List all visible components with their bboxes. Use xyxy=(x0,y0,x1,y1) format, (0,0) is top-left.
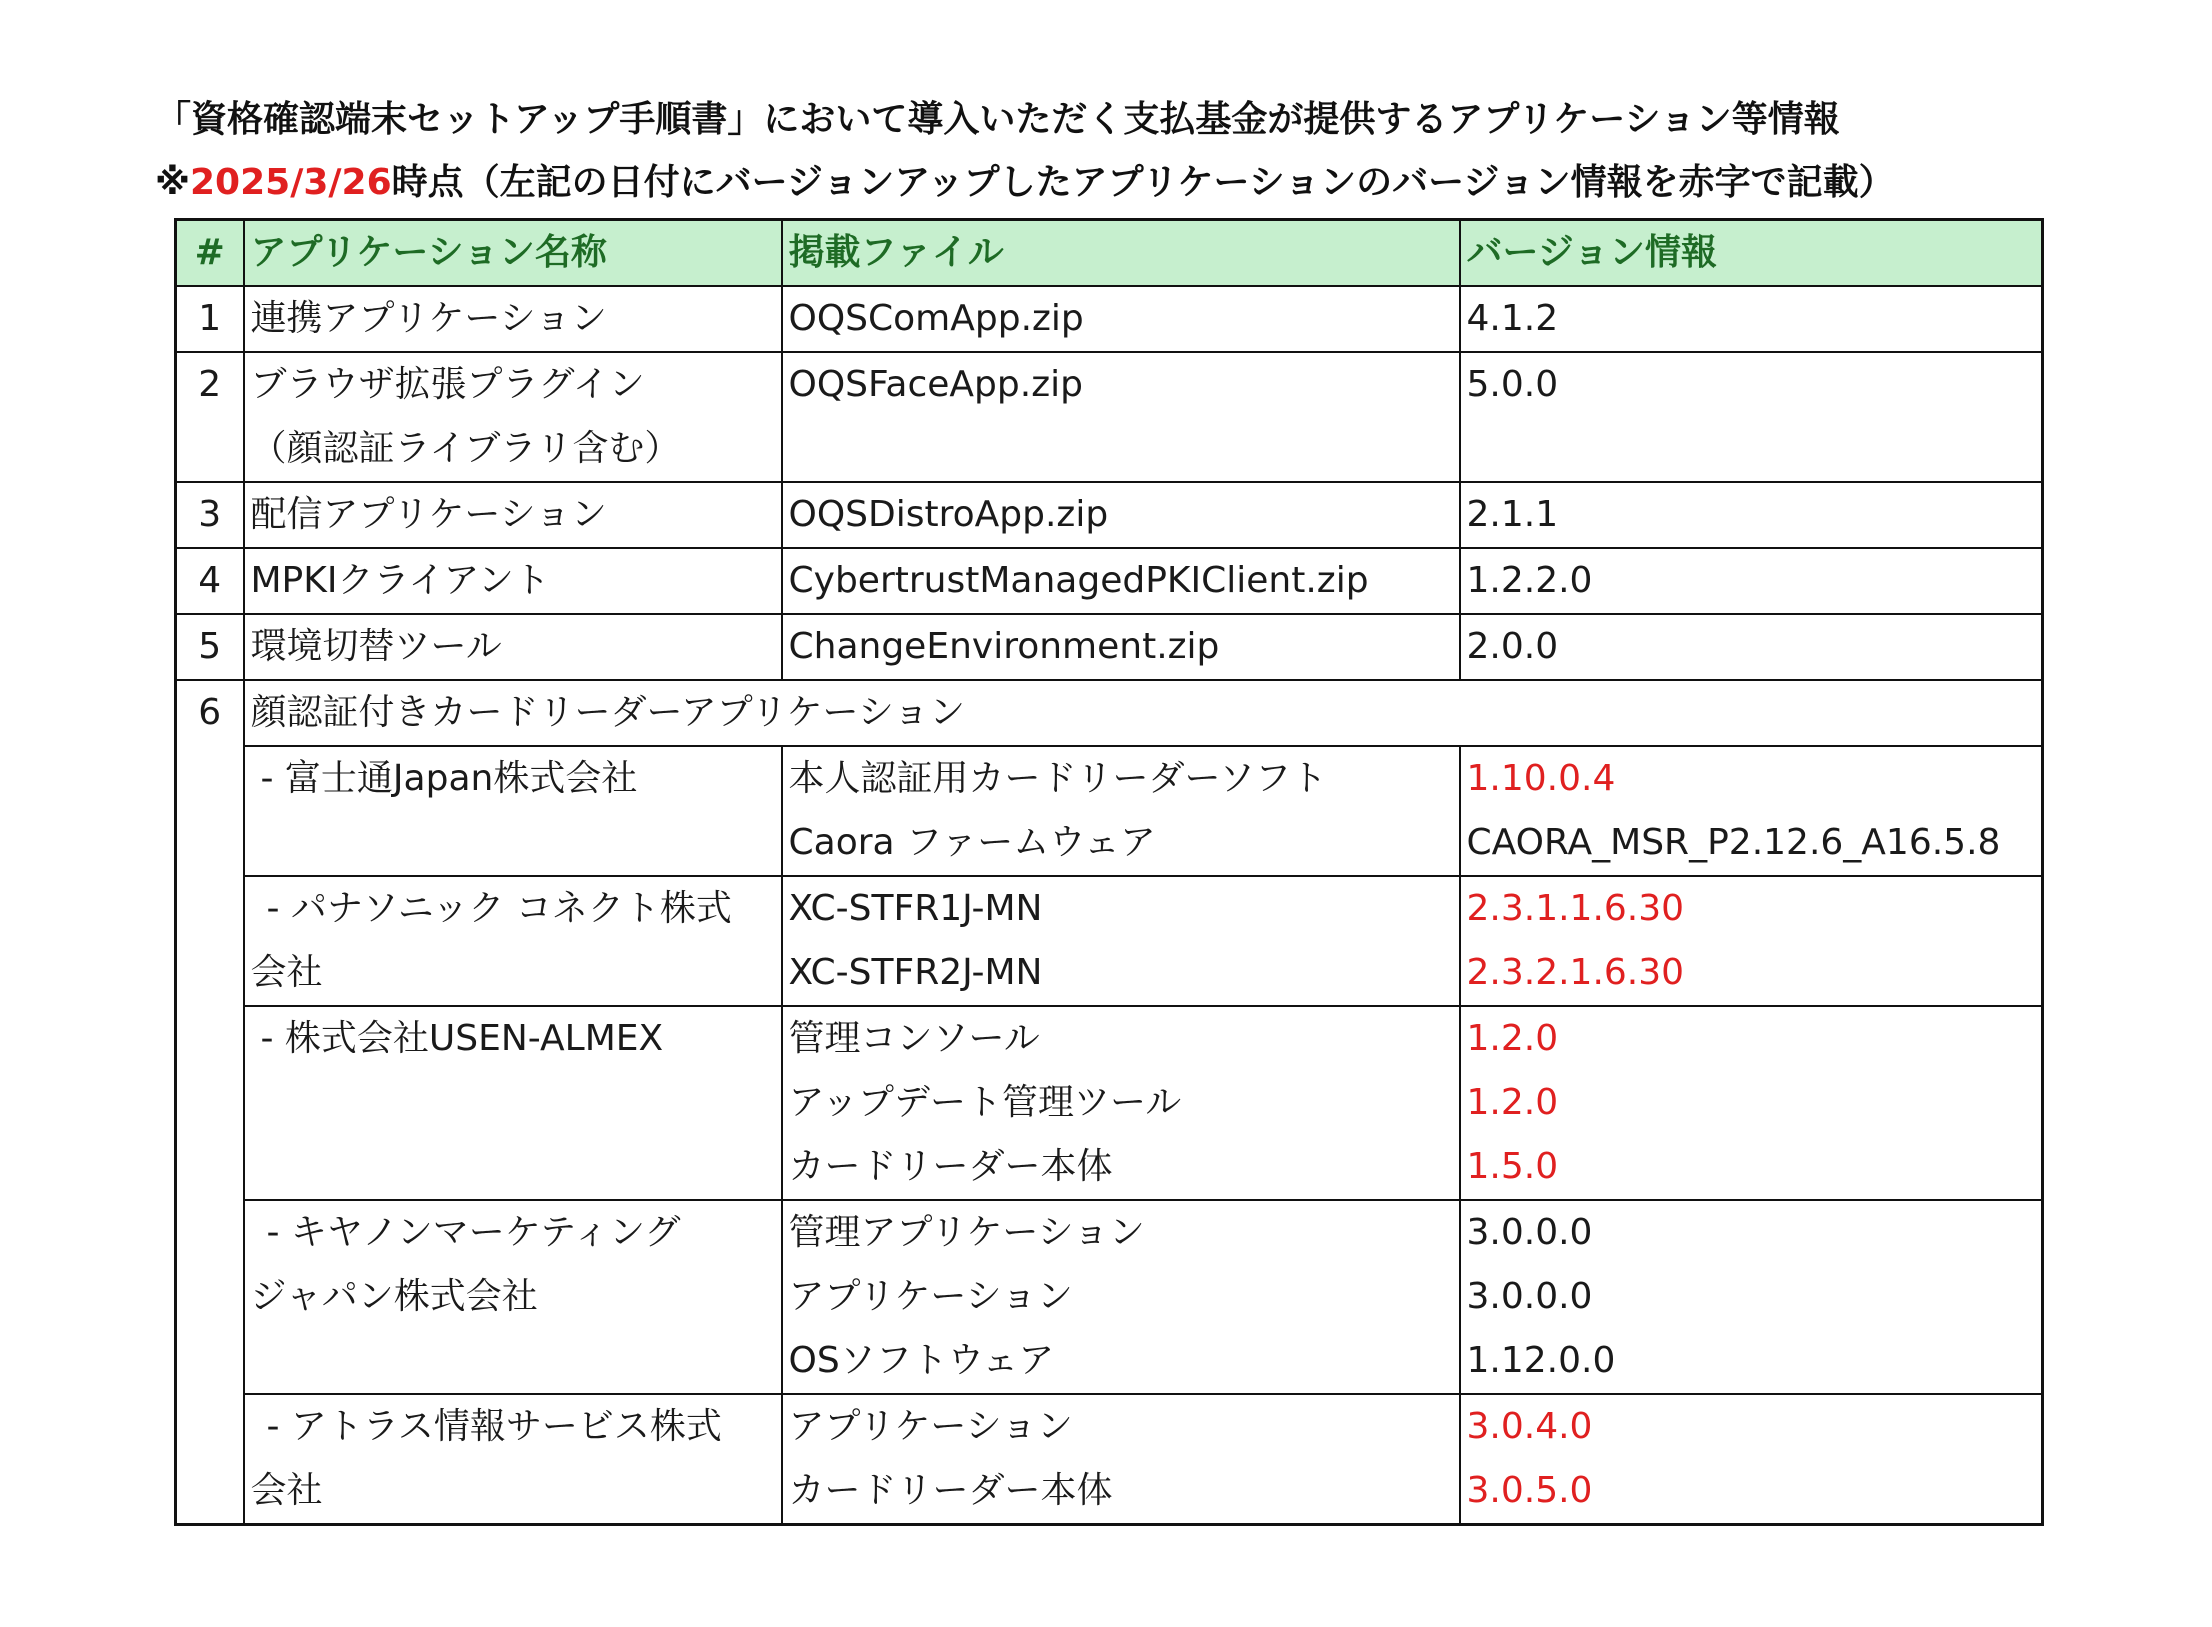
header-num: # xyxy=(176,220,244,287)
version: 1.2.2.0 xyxy=(1460,548,2043,614)
file-name: XC-STFR1J-MN xyxy=(788,888,1043,929)
version: 3.0.0.0 xyxy=(1466,1276,1593,1317)
file-name: 管理コンソール xyxy=(788,1018,1040,1059)
vendor-files xyxy=(782,1006,1460,1200)
file-name: OQSComApp.zip xyxy=(782,286,1460,352)
header-version: バージョン情報 xyxy=(1460,220,2043,287)
file-name: ChangeEnvironment.zip xyxy=(782,614,1460,680)
version-updated: 1.10.0.4 xyxy=(1466,758,1616,799)
file-name: カードリーダー本体 xyxy=(788,1146,1113,1187)
vendor-versions xyxy=(1460,746,2043,876)
file-name: 本人認証用カードリーダーソフト xyxy=(788,758,1328,799)
version-updated: 3.0.5.0 xyxy=(1466,1470,1593,1511)
subtitle-date: 2025/3/26 xyxy=(190,162,392,203)
app-name-line2: （顔認証ライブラリ含む） xyxy=(250,428,681,469)
subtitle-prefix: ※ xyxy=(155,162,190,203)
table-header-row xyxy=(176,220,2043,287)
row-num: 6 xyxy=(176,680,244,1525)
app-name: MPKIクライアント xyxy=(244,548,782,614)
vendor-name-line1: - パナソニック コネクト株式 xyxy=(266,888,732,929)
vendor-name xyxy=(244,1006,782,1200)
vendor-name xyxy=(244,876,782,1006)
header-file: 掲載ファイル xyxy=(782,220,1460,287)
version: 4.1.2 xyxy=(1460,286,2043,352)
file-name: Caora ファームウェア xyxy=(788,822,1156,863)
app-name: 配信アプリケーション xyxy=(244,482,782,548)
version-updated: 1.5.0 xyxy=(1466,1146,1559,1187)
file-name: アプリケーション xyxy=(788,1406,1073,1447)
file-name: OQSDistroApp.zip xyxy=(782,482,1460,548)
file-name: アプリケーション xyxy=(788,1276,1073,1317)
table-row xyxy=(176,680,2043,746)
vendor-name-line2: 会社 xyxy=(250,952,323,993)
vendor-row xyxy=(176,746,2043,876)
version-updated: 2.3.1.1.6.30 xyxy=(1466,888,1685,929)
vendor-versions xyxy=(1460,1006,2043,1200)
app-name: 連携アプリケーション xyxy=(244,286,782,352)
version-updated: 1.2.0 xyxy=(1466,1018,1559,1059)
table-row xyxy=(176,286,2043,352)
app-name: 顔認証付きカードリーダーアプリケーション xyxy=(244,680,2043,746)
app-name xyxy=(244,352,782,482)
table-row xyxy=(176,614,2043,680)
vendor-files xyxy=(782,1200,1460,1394)
vendor-versions xyxy=(1460,1200,2043,1394)
vendor-name xyxy=(244,1200,782,1394)
row-num: 5 xyxy=(176,614,244,680)
vendor-name-line1: - アトラス情報サービス株式 xyxy=(266,1406,722,1447)
version: 5.0.0 xyxy=(1460,352,2043,482)
file-name: CybertrustManagedPKIClient.zip xyxy=(782,548,1460,614)
file-name: カードリーダー本体 xyxy=(788,1470,1113,1511)
file-name: アップデート管理ツール xyxy=(788,1082,1182,1123)
vendor-name-line2: 会社 xyxy=(250,1470,323,1511)
header-app-name: アプリケーション名称 xyxy=(244,220,782,287)
vendor-files xyxy=(782,1394,1460,1525)
vendor-name xyxy=(244,1394,782,1525)
table-row xyxy=(176,482,2043,548)
row-num: 1 xyxy=(176,286,244,352)
file-name: XC-STFR2J-MN xyxy=(788,952,1043,993)
subtitle-note: 時点（左記の日付にバージョンアップしたアプリケーションのバージョン情報を赤字で記載） xyxy=(391,162,1895,203)
row-num: 3 xyxy=(176,482,244,548)
document-subtitle xyxy=(155,153,2055,213)
version: 2.0.0 xyxy=(1460,614,2043,680)
vendor-row xyxy=(176,1394,2043,1525)
version: 1.12.0.0 xyxy=(1466,1340,1616,1381)
vendor-name-line: - 富士通Japan株式会社 xyxy=(260,758,638,799)
version-updated: 2.3.2.1.6.30 xyxy=(1466,952,1685,993)
vendor-name xyxy=(244,746,782,876)
file-name: 管理アプリケーション xyxy=(788,1212,1145,1253)
row-num: 2 xyxy=(176,352,244,482)
table-row xyxy=(176,548,2043,614)
vendor-versions xyxy=(1460,876,2043,1006)
version: CAORA_MSR_P2.12.6_A16.5.8 xyxy=(1466,822,2001,863)
vendor-versions xyxy=(1460,1394,2043,1525)
version: 2.1.1 xyxy=(1460,482,2043,548)
version-updated: 3.0.4.0 xyxy=(1466,1406,1593,1447)
application-version-table xyxy=(174,218,2044,1526)
table-row xyxy=(176,352,2043,482)
row-num: 4 xyxy=(176,548,244,614)
vendor-row xyxy=(176,1006,2043,1200)
vendor-name-line2: ジャパン株式会社 xyxy=(250,1276,538,1317)
vendor-files xyxy=(782,876,1460,1006)
file-name: OSソフトウェア xyxy=(788,1340,1055,1381)
vendor-row xyxy=(176,1200,2043,1394)
vendor-name-line1: - キヤノンマーケティング xyxy=(266,1212,681,1253)
vendor-name-line: - 株式会社USEN-ALMEX xyxy=(260,1018,664,1059)
document-title: 「資格確認端末セットアップ手順書」において導入いただく支払基金が提供するアプリケーション等情報 xyxy=(155,99,1840,140)
vendor-row xyxy=(176,876,2043,1006)
vendor-files xyxy=(782,746,1460,876)
app-name-line1: ブラウザ拡張プラグイン xyxy=(250,364,645,405)
file-name: OQSFaceApp.zip xyxy=(782,352,1460,482)
version: 3.0.0.0 xyxy=(1466,1212,1593,1253)
version-updated: 1.2.0 xyxy=(1466,1082,1559,1123)
app-name: 環境切替ツール xyxy=(244,614,782,680)
